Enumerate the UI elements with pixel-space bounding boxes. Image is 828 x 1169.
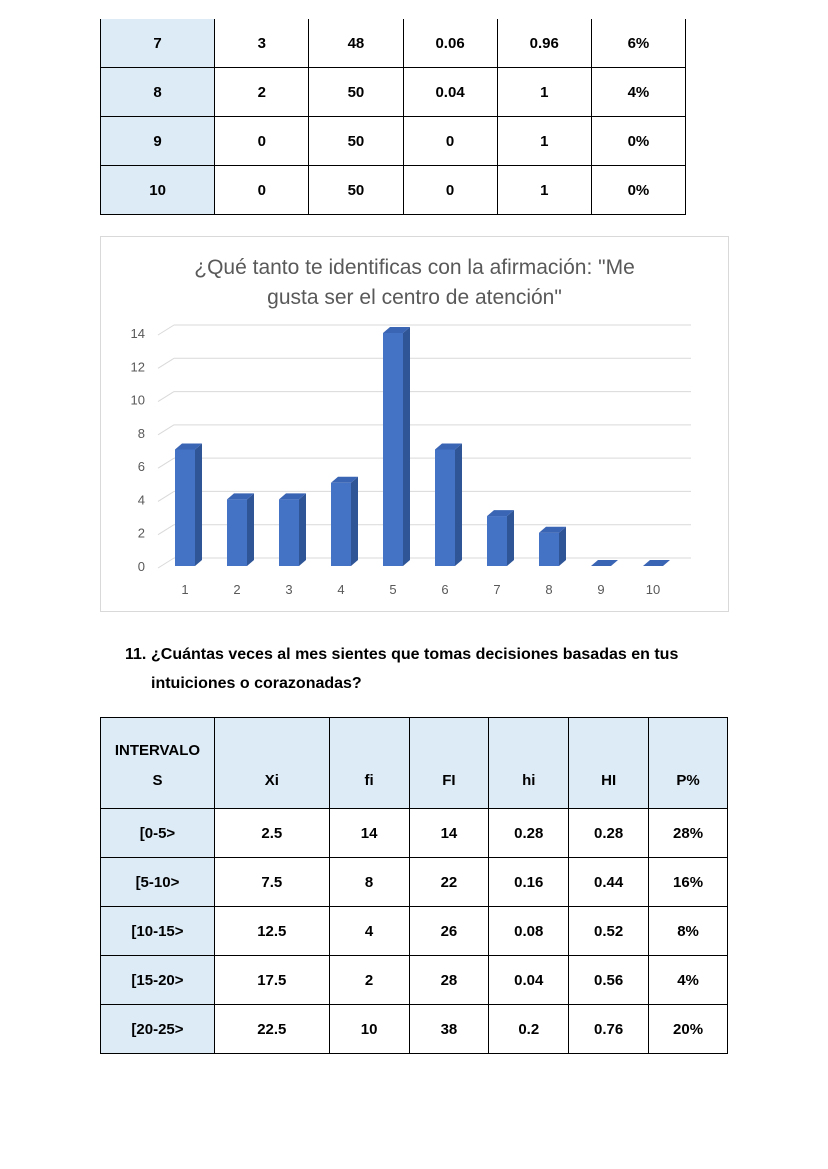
svg-text:6: 6 [137,459,145,475]
table-cell: 0.28 [489,809,569,858]
bar [175,450,195,567]
header-xi: Xi [214,718,329,809]
table-row [101,907,728,956]
bar [383,333,403,566]
svg-text:10: 10 [645,582,661,597]
table-cell: 0.56 [569,956,649,1005]
svg-text:2: 2 [137,525,145,541]
svg-text:5: 5 [389,582,397,597]
svg-text:4: 4 [337,582,345,597]
table-row [101,68,686,117]
table-cell: 3 [215,19,309,68]
table-cell: 4% [591,68,685,117]
table-cell: 2 [329,956,409,1005]
table-cell: 8 [101,68,215,117]
question-text-line1: ¿Cuántas veces al mes sientes que tomas decisiones basadas en tus [151,646,679,663]
table-cell: 9 [101,117,215,166]
table-cell: 0.04 [489,956,569,1005]
header-percent: P% [649,718,728,809]
table-row [101,956,728,1005]
table-cell: 7 [101,19,215,68]
svg-text:0: 0 [137,559,145,574]
chart-plot-area [101,237,728,611]
table-cell: [10-15> [101,907,215,956]
table-cell: 16% [649,858,728,907]
svg-text:9: 9 [597,582,605,597]
svg-text:4: 4 [137,492,145,508]
bar-chart [100,236,729,612]
table-cell: 6% [591,19,685,68]
table-cell: 4 [329,907,409,956]
header-HI: HI [569,718,649,809]
table-cell: 8 [329,858,409,907]
question-11 [125,640,678,698]
table-cell: 14 [409,809,489,858]
table-cell: 50 [309,166,403,215]
table-cell: 0.52 [569,907,649,956]
table-cell: 0.2 [489,1005,569,1054]
bar [279,499,299,566]
table-cell: 0 [215,166,309,215]
chart-title-line1: ¿Qué tanto te identificas con la afirmación: "Me [194,256,635,279]
table-row [101,19,686,68]
table-cell: 0.96 [497,19,591,68]
table-cell: 0.04 [403,68,497,117]
table-cell: 22.5 [214,1005,329,1054]
table-cell: 20% [649,1005,728,1054]
table-cell: 14 [329,809,409,858]
question-text-line2: intuiciones o corazonadas? [151,675,362,692]
table-cell: 0 [403,166,497,215]
svg-text:3: 3 [285,582,293,597]
table-cell: 50 [309,68,403,117]
header-hi: hi [489,718,569,809]
bar [435,450,455,567]
table-cell: 0.28 [569,809,649,858]
interval-frequency-table [100,717,728,1054]
table-cell: 12.5 [214,907,329,956]
table-cell: 1 [497,117,591,166]
table-cell: 2 [215,68,309,117]
table-cell: 28 [409,956,489,1005]
svg-text:1: 1 [181,582,189,597]
header-fi: fi [329,718,409,809]
svg-text:8: 8 [545,582,553,597]
table-cell: 0.76 [569,1005,649,1054]
bar [331,483,351,566]
svg-text:2: 2 [233,582,241,597]
table-cell: 38 [409,1005,489,1054]
table-cell: 7.5 [214,858,329,907]
table-row [101,166,686,215]
table-cell: 0% [591,117,685,166]
table-header-row [101,718,728,809]
table-row [101,1005,728,1054]
svg-text:8: 8 [137,425,145,441]
table-cell: 8% [649,907,728,956]
svg-text:14: 14 [130,326,145,341]
table-cell: 0.08 [489,907,569,956]
question-number: 11. [125,646,147,663]
table-cell: 28% [649,809,728,858]
frequency-table-continued [100,19,686,215]
table-cell: 0.16 [489,858,569,907]
header-FI: FI [409,718,489,809]
table-cell: 26 [409,907,489,956]
svg-text:7: 7 [493,582,501,597]
table-cell: 17.5 [214,956,329,1005]
table-row [101,809,728,858]
bar [487,516,507,566]
table-cell: 4% [649,956,728,1005]
table-row [101,117,686,166]
bar [539,533,559,566]
table-cell: 10 [101,166,215,215]
table-cell: 0 [403,117,497,166]
table-cell: 0 [215,117,309,166]
table-cell: 1 [497,166,591,215]
table-row [101,858,728,907]
table-cell: 10 [329,1005,409,1054]
header-intervalos: INTERVALO S [101,718,215,809]
svg-text:6: 6 [441,582,449,597]
table-cell: [15-20> [101,956,215,1005]
table-cell: [20-25> [101,1005,215,1054]
svg-text:10: 10 [130,392,145,408]
svg-text:12: 12 [130,359,145,375]
chart-title-line2: gusta ser el centro de atención" [267,286,562,309]
table-cell: 2.5 [214,809,329,858]
table-cell: 0.44 [569,858,649,907]
table-cell: 1 [497,68,591,117]
table-cell: 50 [309,117,403,166]
table-cell: 0.06 [403,19,497,68]
table-cell: [5-10> [101,858,215,907]
table-cell: 22 [409,858,489,907]
table-cell: 0% [591,166,685,215]
bar [227,499,247,566]
table-cell: [0-5> [101,809,215,858]
table-cell: 48 [309,19,403,68]
